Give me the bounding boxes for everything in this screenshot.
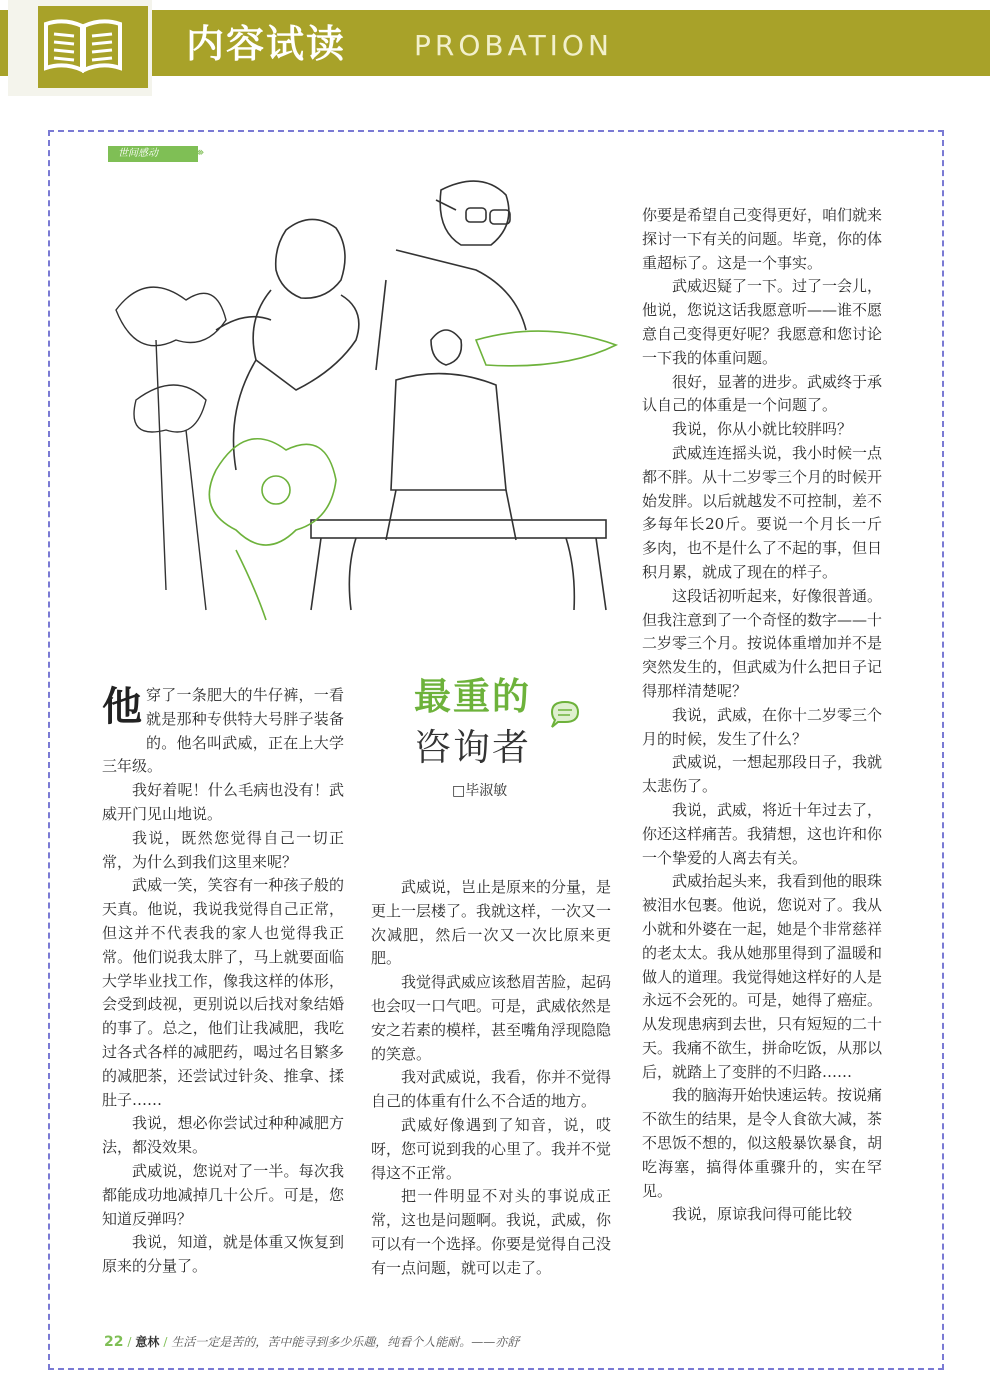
column-1	[102, 684, 344, 1279]
paragraph: 他穿了一条肥大的牛仔裤，一看就是那种专供特大号胖子装备的。他名叫武威，正在上大学三年级。	[102, 683, 344, 776]
paragraph: 我说，知道，就是体重又恢复到原来的分量了。	[102, 1233, 344, 1276]
paragraph: 我说，原谅我问得可能比较	[672, 1205, 853, 1224]
paragraph: 武威一笑，笑容有一种孩子般的天真。他说，我说我觉得自己正常，但这并不代表我的家人也觉得我正常。他们说我太胖了，马上就要面临大学毕业找工作，像我这样的体形，会受到歧视，更别说以后找对象结婚的事了。总之，他们让我减肥，我吃过各式各样的减肥药，喝过名目繁多的减肥茶，还尝试过针灸、推拿、揉肚子……	[102, 876, 344, 1109]
paragraph: 把一件明显不对头的事说成正常，这也是问题啊。我说，武威，你可以有一个选择。你要是觉得自己没有一点问题，就可以走了。	[371, 1187, 612, 1277]
paragraph: 我对武威说，我看，你并不觉得自己的体重有什么不合适的地方。	[371, 1068, 612, 1111]
chevrons-icon: ›››	[196, 145, 202, 159]
speech-bubble-icon	[548, 700, 582, 728]
paragraph: 我说，想必你尝试过种种减肥方法，都没效果。	[102, 1114, 344, 1157]
paragraph: 武威抬起头来，我看到他的眼珠被泪水包裹。他说，您说对了。我从小就和外婆在一起，她是个非常慈祥的老太太。我从她那里得到了温暖和做人的道理。我觉得她这样好的人是永远不会死的。可是，她得了癌症。从发现患病到去世，只有短短的二十天。我痛不欲生，拼命吃饭，从那以后，就踏上了变胖的不归路……	[642, 872, 883, 1081]
paragraph: 我觉得武威应该愁眉苦脸，起码也会叹一口气吧。可是，武威依然是安之若素的模样，甚至嘴角浮现隐隐的笑意。	[371, 973, 612, 1063]
paragraph: 很好，显著的进步。武威终于承认自己的体重是一个问题了。	[642, 372, 883, 415]
page-subtitle: PROBATION	[414, 29, 613, 62]
column-3	[642, 204, 882, 1227]
paragraph: 武威说，您说对了一半。每次我都能成功地减掉几十公斤。可是，您知道反弹吗？	[102, 1161, 344, 1228]
magazine-name: 意林	[135, 1335, 160, 1349]
footer-quote: 生活一定是苦的，苦中能寻到多少乐趣，纯看个人能耐。——亦舒	[171, 1335, 520, 1349]
paragraph: 武威说，一想起那段日子，我就太悲伤了。	[642, 753, 883, 796]
paragraph: 我说，武威，在你十二岁零三个月的时候，发生了什么？	[642, 705, 883, 748]
page-number: 22	[104, 1334, 124, 1350]
page-title: 内容试读	[186, 22, 347, 66]
title-line-2: 咨询者	[414, 726, 531, 769]
column-2	[371, 876, 611, 1281]
paragraph: 我好着呢！什么毛病也没有！武威开门见山地说。	[102, 781, 344, 823]
drop-cap: 他	[102, 683, 142, 730]
paragraph: 武威连连摇头说，我小时候一点都不胖。从十二岁零三个月的时候开始发胖。以后就越发不可控制，差不多每年长20斤。要说一个月长一斤多肉，也不是什么了不起的事，但日积月累，就成了现在的样子。	[642, 443, 883, 581]
article-title	[414, 672, 614, 774]
section-tag: 世间感动	[108, 146, 198, 162]
paragraph: 我说，既然您觉得自己一切正常，为什么到我们这里来呢？	[102, 828, 344, 871]
illustration	[96, 170, 636, 630]
paragraph: 武威说，岂止是原来的分量，是更上一层楼了。我就这样，一次又一次减肥，然后一次又一次比原来更肥。	[371, 878, 612, 968]
paragraph: 你要是希望自己变得更好，咱们就来探讨一下有关的问题。毕竟，你的体重超标了。这是一个事实。	[642, 206, 883, 272]
paragraph: 我说，武威，将近十年过去了，你还这样痛苦。我猜想，这也许和你一个挚爱的人离去有关。	[642, 800, 883, 867]
paragraph: 我说，你从小就比较胖吗？	[672, 420, 853, 439]
paragraph: 我的脑海开始快速运转。按说痛不欲生的结果，是令人食欲大减，茶不思饭不想的，似这般暴饮暴食，胡吃海塞，搞得体重骤升的，实在罕见。	[642, 1086, 883, 1200]
open-book-icon	[42, 18, 124, 74]
paragraph: 这段话初听起来，好像很普通。但我注意到了一个奇怪的数字——十二岁零三个月。按说体重增加并不是突然发生的，但武威为什么把日子记得那样清楚呢？	[642, 586, 883, 700]
paragraph: 武威好像遇到了知音，说，哎呀，您可说到我的心里了。我并不觉得这不正常。	[371, 1115, 612, 1182]
title-line-1: 最重的	[414, 675, 531, 718]
author: □毕淑敏	[452, 783, 508, 799]
page-footer: 22 / 意林 / 生活一定是苦的，苦中能寻到多少乐趣，纯看个人能耐。——亦舒	[104, 1334, 520, 1350]
paragraph: 武威迟疑了一下。过了一会儿，他说，您说这话我愿意听——谁不愿意自己变得更好呢？我愿意和您讨论一下我的体重问题。	[642, 277, 883, 367]
